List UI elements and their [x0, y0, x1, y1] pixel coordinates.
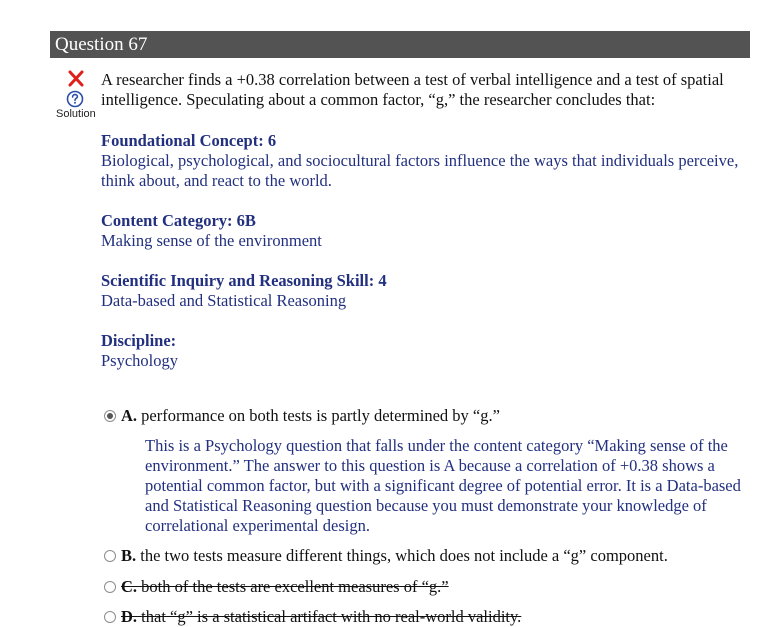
content-category-heading: Content Category: 6B	[101, 211, 256, 230]
answer-option-b[interactable]	[104, 546, 754, 566]
option-text: the two tests measure different things, which does not include a “g” component.	[140, 546, 668, 565]
solution-link[interactable]: Solution	[56, 108, 96, 120]
radio-button-b[interactable]	[104, 550, 116, 562]
answer-option-d[interactable]	[104, 607, 754, 627]
reasoning-skill-heading: Scientific Inquiry and Reasoning Skill: 4	[101, 271, 387, 290]
option-text: performance on both tests is partly determined by “g.”	[141, 406, 500, 425]
option-struck-text	[121, 607, 521, 626]
discipline-heading: Discipline:	[101, 331, 177, 350]
radio-button-c[interactable]	[104, 581, 116, 593]
question-header	[50, 31, 750, 58]
question-title: Question 67	[55, 34, 148, 55]
question-circle-icon[interactable]	[66, 90, 84, 108]
foundational-concept-heading: Foundational Concept: 6	[101, 131, 277, 150]
option-letter: D.	[121, 607, 138, 626]
x-mark-icon	[66, 69, 86, 89]
discipline-text: Psychology	[101, 351, 179, 370]
answer-explanation: This is a Psychology question that falls under the content category “Making sense of the environment.” The answer to this question is A because a correlation of +0.38 shows a potential common factor, but with a significant degree of potential error. It is a Data-based and Statistical Reasoning question because you must demonstrate your knowledge of correlational experimental design.	[145, 436, 741, 535]
radio-button-d[interactable]	[104, 611, 116, 623]
question-stem: A researcher finds a +0.38 correlation between a test of verbal intelligence and a test of spatial intelligence. Speculating about a common factor, “g,” the researcher concludes that:	[101, 70, 724, 109]
option-letter: C.	[121, 577, 138, 596]
reasoning-skill-text: Data-based and Statistical Reasoning	[101, 291, 347, 310]
option-text: both of the tests are excellent measures of “g.”	[141, 577, 449, 596]
option-struck-text	[121, 577, 449, 596]
answer-option-a[interactable]	[104, 406, 754, 426]
content-category	[101, 211, 741, 251]
radio-button-a[interactable]	[104, 410, 116, 422]
option-letter: A.	[121, 406, 138, 425]
discipline	[101, 331, 741, 371]
foundational-concept-text: Biological, psychological, and sociocultural factors influence the ways that individuals perceive, think about, and react to the world.	[101, 151, 739, 190]
reasoning-skill	[101, 271, 741, 311]
content-category-text: Making sense of the environment	[101, 231, 322, 250]
answer-option-c[interactable]	[104, 577, 754, 597]
foundational-concept	[101, 131, 741, 191]
option-letter: B.	[121, 546, 137, 565]
option-text: that “g” is a statistical artifact with no real-world validity.	[141, 607, 522, 626]
